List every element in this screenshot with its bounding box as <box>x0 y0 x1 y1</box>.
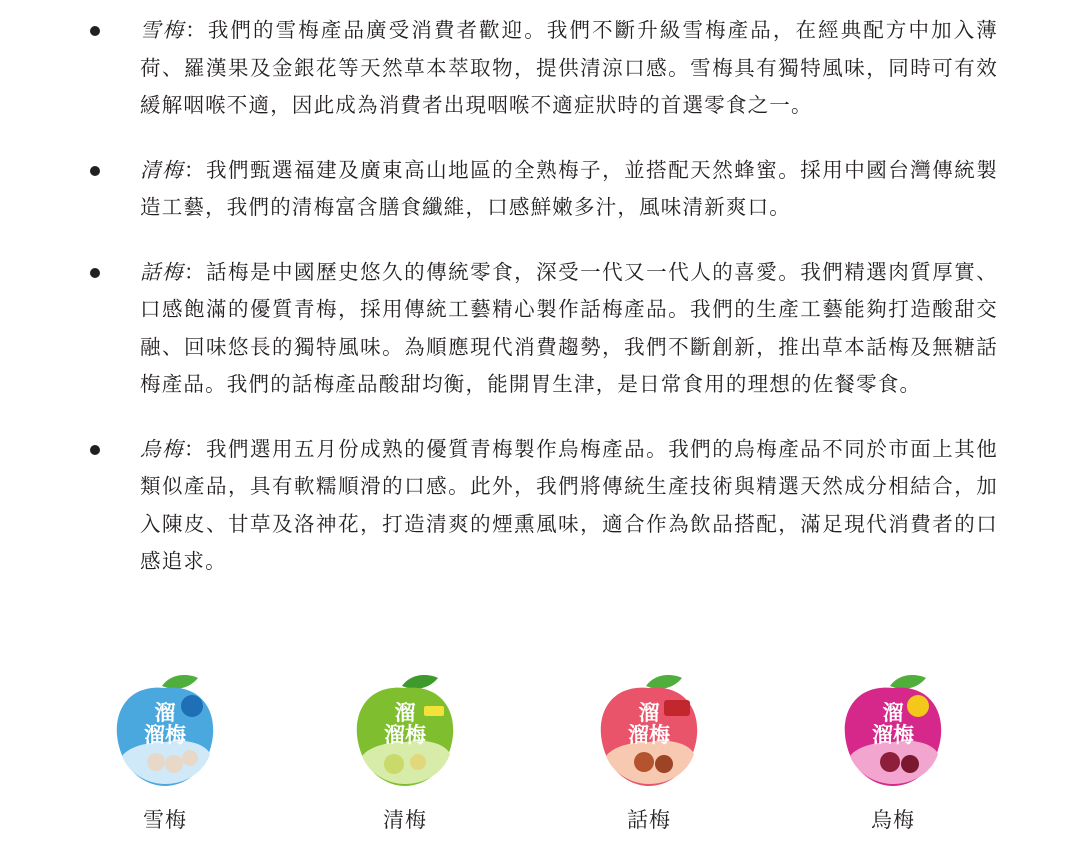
product-description-list <box>88 12 998 608</box>
bullet-text: 我們甄選福建及廣東高山地區的全熟梅子，並搭配天然蜂蜜。採用中國台灣傳統製造工藝，我們的清梅富含膳食纖維，口感鮮嫩多汁，風味清新爽口。 <box>140 157 998 219</box>
bullet-item-black-plum <box>88 431 998 581</box>
svg-text:溜: 溜 <box>638 700 660 725</box>
bullet-item-green-plum <box>88 152 998 227</box>
product-caption: 雪梅 <box>143 808 187 832</box>
bullet-separator: ： <box>184 157 207 182</box>
bullet-dot-icon <box>90 445 100 455</box>
bullet-separator: ： <box>184 436 207 461</box>
black-plum-package-icon <box>834 672 952 790</box>
preserved-plum-package-icon <box>590 672 708 790</box>
svg-text:溜: 溜 <box>154 700 176 725</box>
svg-text:溜梅: 溜梅 <box>144 722 186 747</box>
product-caption: 話梅 <box>627 808 671 832</box>
bullet-text: 話梅是中國歷史悠久的傳統零食，深受一代又一代人的喜愛。我們精選肉質厚實、口感飽滿的優質青梅，採用傳統工藝精心製作話梅產品。我們的生產工藝能夠打造酸甜交融、回味悠長的獨特風味。為順應現代消費趨勢，我們不斷創新，推出草本話梅及無糖話梅產品。我們的話梅產品酸甜均衡，能開胃生津，是日常食用的理想的佐餐零食。 <box>140 259 998 396</box>
bullet-item-preserved-plum <box>88 254 998 404</box>
product-black-plum <box>828 672 958 852</box>
svg-text:溜: 溜 <box>882 700 904 725</box>
bullet-item-snow-plum <box>88 12 998 125</box>
bullet-term: 烏梅 <box>140 436 185 461</box>
product-green-plum <box>340 672 470 852</box>
bullet-separator: ： <box>184 259 207 284</box>
product-preserved-plum <box>584 672 714 852</box>
bullet-text: 我們的雪梅產品廣受消費者歡迎。我們不斷升級雪梅產品，在經典配方中加入薄荷、羅漢果及金銀花等天然草本萃取物，提供清涼口感。雪梅具有獨特風味，同時可有效緩解咽喉不適，因此成為消費者出現咽喉不適症狀時的首選零食之一。 <box>140 18 999 117</box>
bullet-term: 清梅 <box>140 157 185 182</box>
bullet-term: 雪梅 <box>140 18 186 42</box>
bullet-dot-icon <box>90 26 100 36</box>
product-snow-plum <box>100 672 230 852</box>
green-plum-package-icon <box>346 672 464 790</box>
bullet-text: 我們選用五月份成熟的優質青梅製作烏梅產品。我們的烏梅產品不同於市面上其他類似產品，具有軟糯順滑的口感。此外，我們將傳統生產技術與精選天然成分相結合，加入陳皮、甘草及洛神花，打造清爽的煙熏風味，適合作為飲品搭配，滿足現代消費者的口感追求。 <box>140 436 998 573</box>
bullet-dot-icon <box>90 166 100 176</box>
product-image-row <box>0 672 1080 852</box>
svg-text:溜: 溜 <box>394 700 416 725</box>
snow-plum-package-icon <box>106 672 224 790</box>
svg-text:溜梅: 溜梅 <box>872 722 914 747</box>
svg-text:溜梅: 溜梅 <box>628 722 670 747</box>
product-caption: 清梅 <box>383 808 427 832</box>
bullet-separator: ： <box>185 18 208 42</box>
product-caption: 烏梅 <box>871 808 915 832</box>
svg-text:溜梅: 溜梅 <box>384 722 426 747</box>
bullet-dot-icon <box>90 268 100 278</box>
bullet-term: 話梅 <box>140 259 185 284</box>
